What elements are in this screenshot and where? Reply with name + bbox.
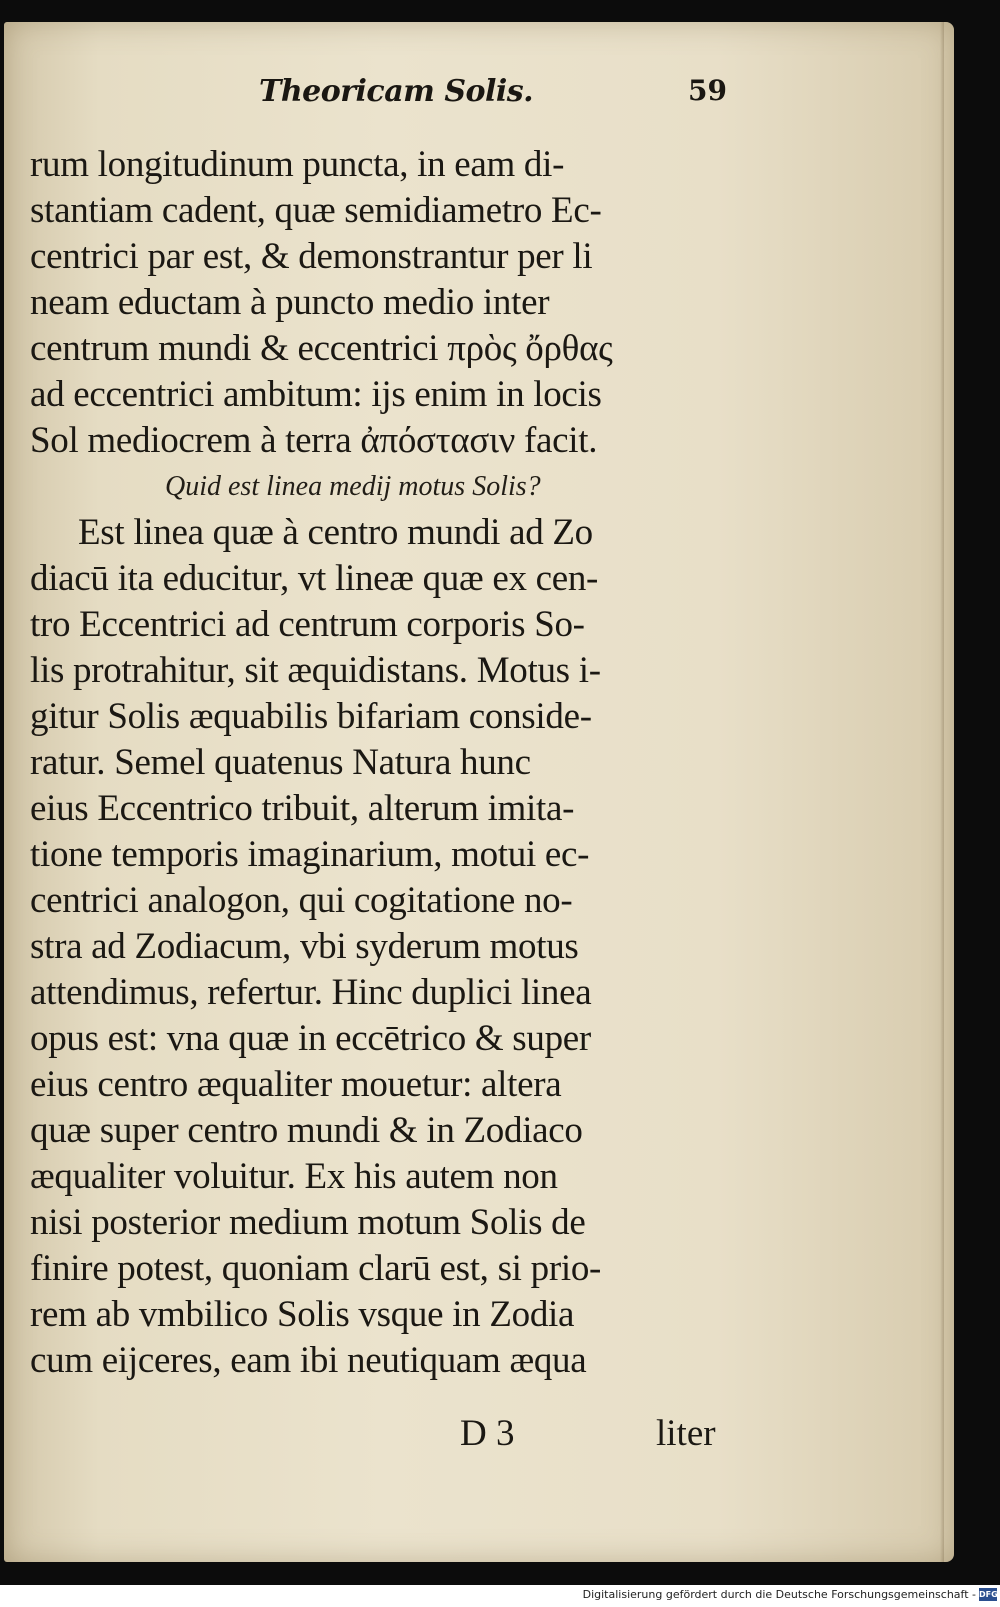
text-block xyxy=(30,142,730,1384)
text-line: æqualiter voluitur. Ex his autem non xyxy=(30,1156,558,1197)
text-line: centrum mundi & eccentrici πρὸς ὄρθας xyxy=(30,328,613,369)
text-line: neam eductam à puncto medio inter xyxy=(30,282,550,323)
running-title: Theoricam Solis. xyxy=(259,74,534,109)
signature-mark: D 3 xyxy=(460,1413,515,1454)
funding-credit: Digitalisierung gefördert durch die Deutsche Forschungsgemeinschaft - xyxy=(582,1588,976,1601)
text-line: diacū ita educitur, vt lineæ quæ ex cen- xyxy=(30,558,599,599)
text-line: centrici analogon, qui cogitatione no- xyxy=(30,880,573,921)
text-line: eius centro æqualiter mouetur: altera xyxy=(30,1064,562,1105)
text-line: ratur. Semel quatenus Natura hunc xyxy=(30,742,531,783)
text-line: quæ super centro mundi & in Zodiaco xyxy=(30,1110,583,1151)
text-line: tione temporis imaginarium, motui ec- xyxy=(30,834,590,875)
credit-bar xyxy=(0,1585,1000,1607)
page-edge-shadow xyxy=(940,22,944,1562)
text-line: lis protrahitur, sit æquidistans. Motus i- xyxy=(30,650,601,691)
page-number: 59 xyxy=(688,74,727,107)
text-line: nisi posterior medium motum Solis de xyxy=(30,1202,586,1243)
text-line: cum eijceres, eam ibi neutiquam æqua xyxy=(30,1340,587,1381)
section-question-heading: Quid est linea medij motus Solis? xyxy=(165,471,541,502)
text-line: ad eccentrici ambitum: ijs enim in locis xyxy=(30,374,602,415)
text-line: Sol mediocrem à terra ἀπόστασιν facit. xyxy=(30,420,598,461)
text-line: attendimus, refertur. Hinc duplici linea xyxy=(30,972,592,1013)
text-line: stra ad Zodiacum, vbi syderum motus xyxy=(30,926,579,967)
text-line: opus est: vna quæ in eccētrico & super xyxy=(30,1018,591,1059)
text-line: gitur Solis æquabilis bifariam conside- xyxy=(30,696,592,737)
page-footer xyxy=(30,1412,730,1458)
dfg-logo-icon: DFG xyxy=(979,1590,998,1599)
text-line: tro Eccentrici ad centrum corporis So- xyxy=(30,604,585,645)
text-line: finire potest, quoniam clarū est, si prio- xyxy=(30,1248,602,1289)
text-line: stantiam cadent, quæ semidiametro Ec- xyxy=(30,190,602,231)
catchword: liter xyxy=(656,1413,716,1454)
text-line: centrici par est, & demonstrantur per li xyxy=(30,236,593,277)
text-line: rum longitudinum puncta, in eam di- xyxy=(30,144,565,185)
text-line: eius Eccentrico tribuit, alterum imita- xyxy=(30,788,575,829)
paragraph-first-line: Est linea quæ à centro mundi ad Zo xyxy=(78,512,593,553)
running-head xyxy=(4,74,954,124)
book-page xyxy=(4,22,954,1562)
text-line: rem ab vmbilico Solis vsque in Zodia xyxy=(30,1294,575,1335)
